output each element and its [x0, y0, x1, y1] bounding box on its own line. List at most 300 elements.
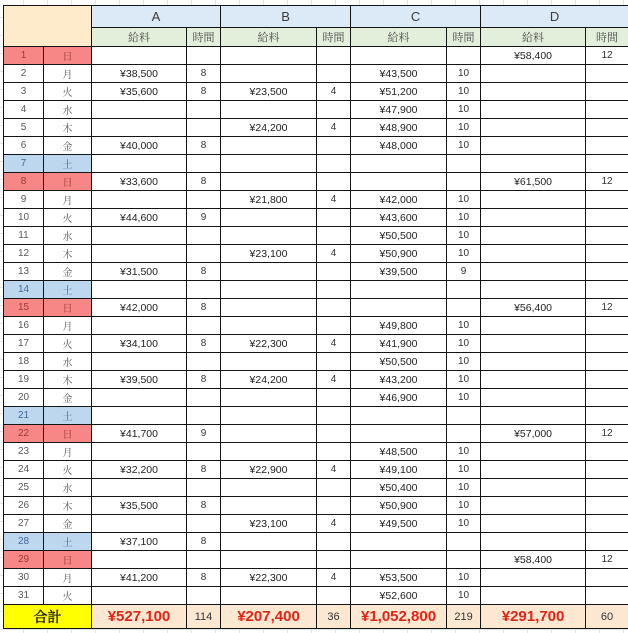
hours-cell-b[interactable]: [317, 209, 351, 227]
salary-cell-c[interactable]: [351, 155, 447, 173]
hours-cell-d[interactable]: [586, 155, 628, 173]
hours-cell-d[interactable]: [586, 479, 628, 497]
salary-cell-b[interactable]: [221, 281, 317, 299]
salary-header-d[interactable]: 給料: [481, 28, 586, 47]
day-cell[interactable]: 12: [4, 245, 44, 263]
salary-cell-b[interactable]: [221, 533, 317, 551]
salary-cell-a[interactable]: [92, 245, 187, 263]
hours-cell-c[interactable]: 10: [447, 479, 481, 497]
salary-cell-b[interactable]: [221, 425, 317, 443]
salary-cell-a[interactable]: ¥40,000: [92, 137, 187, 155]
hours-cell-b[interactable]: [317, 47, 351, 65]
day-cell[interactable]: 11: [4, 227, 44, 245]
hours-cell-a[interactable]: [187, 245, 221, 263]
hours-cell-d[interactable]: [586, 245, 628, 263]
salary-cell-b[interactable]: [221, 353, 317, 371]
hours-cell-b[interactable]: 4: [317, 371, 351, 389]
hours-cell-c[interactable]: 10: [447, 389, 481, 407]
weekday-cell[interactable]: 木: [44, 119, 92, 137]
hours-cell-d[interactable]: [586, 569, 628, 587]
day-cell[interactable]: 30: [4, 569, 44, 587]
hours-cell-a[interactable]: 9: [187, 425, 221, 443]
hours-cell-b[interactable]: [317, 263, 351, 281]
hours-cell-d[interactable]: [586, 389, 628, 407]
salary-cell-a[interactable]: [92, 101, 187, 119]
salary-cell-d[interactable]: [481, 119, 586, 137]
salary-cell-c[interactable]: [351, 425, 447, 443]
salary-cell-c[interactable]: ¥48,900: [351, 119, 447, 137]
weekday-cell[interactable]: 土: [44, 533, 92, 551]
hours-cell-a[interactable]: [187, 551, 221, 569]
salary-cell-d[interactable]: [481, 155, 586, 173]
hours-cell-a[interactable]: 8: [187, 533, 221, 551]
salary-cell-b[interactable]: [221, 263, 317, 281]
hours-cell-c[interactable]: 10: [447, 65, 481, 83]
salary-cell-b[interactable]: [221, 497, 317, 515]
salary-cell-c[interactable]: ¥49,100: [351, 461, 447, 479]
hours-cell-a[interactable]: 8: [187, 83, 221, 101]
hours-cell-c[interactable]: 10: [447, 137, 481, 155]
salary-cell-a[interactable]: [92, 317, 187, 335]
day-cell[interactable]: 14: [4, 281, 44, 299]
hours-cell-d[interactable]: [586, 119, 628, 137]
salary-cell-a[interactable]: ¥35,500: [92, 497, 187, 515]
hours-cell-b[interactable]: 4: [317, 83, 351, 101]
hours-cell-a[interactable]: [187, 47, 221, 65]
salary-cell-d[interactable]: [481, 353, 586, 371]
salary-cell-a[interactable]: [92, 47, 187, 65]
hours-cell-c[interactable]: 10: [447, 335, 481, 353]
hours-cell-a[interactable]: 8: [187, 65, 221, 83]
salary-cell-b[interactable]: ¥22,300: [221, 569, 317, 587]
hours-cell-b[interactable]: [317, 389, 351, 407]
hours-cell-b[interactable]: [317, 353, 351, 371]
salary-cell-c[interactable]: ¥50,900: [351, 245, 447, 263]
total-hours-a[interactable]: 114: [187, 605, 221, 629]
hours-cell-c[interactable]: [447, 425, 481, 443]
total-hours-b[interactable]: 36: [317, 605, 351, 629]
salary-cell-a[interactable]: [92, 389, 187, 407]
salary-cell-d[interactable]: [481, 191, 586, 209]
hours-cell-b[interactable]: [317, 533, 351, 551]
hours-cell-b[interactable]: 4: [317, 191, 351, 209]
hours-cell-a[interactable]: 8: [187, 299, 221, 317]
hours-cell-c[interactable]: 10: [447, 497, 481, 515]
hours-cell-c[interactable]: 10: [447, 101, 481, 119]
hours-cell-d[interactable]: [586, 191, 628, 209]
hours-cell-d[interactable]: [586, 407, 628, 425]
salary-cell-d[interactable]: ¥58,400: [481, 47, 586, 65]
total-hours-c[interactable]: 219: [447, 605, 481, 629]
salary-cell-c[interactable]: [351, 407, 447, 425]
salary-cell-a[interactable]: ¥38,500: [92, 65, 187, 83]
hours-header-b[interactable]: 時間: [317, 28, 351, 47]
hours-cell-d[interactable]: 12: [586, 299, 628, 317]
day-cell[interactable]: 28: [4, 533, 44, 551]
hours-cell-b[interactable]: [317, 101, 351, 119]
day-cell[interactable]: 17: [4, 335, 44, 353]
hours-cell-d[interactable]: [586, 533, 628, 551]
salary-cell-b[interactable]: [221, 443, 317, 461]
day-cell[interactable]: 8: [4, 173, 44, 191]
salary-cell-b[interactable]: [221, 551, 317, 569]
day-cell[interactable]: 22: [4, 425, 44, 443]
weekday-cell[interactable]: 金: [44, 389, 92, 407]
salary-cell-d[interactable]: [481, 245, 586, 263]
salary-cell-d[interactable]: ¥56,400: [481, 299, 586, 317]
group-header-c[interactable]: C: [351, 6, 481, 28]
weekday-cell[interactable]: 金: [44, 137, 92, 155]
salary-cell-c[interactable]: [351, 173, 447, 191]
weekday-cell[interactable]: 火: [44, 83, 92, 101]
weekday-cell[interactable]: 火: [44, 587, 92, 605]
hours-cell-d[interactable]: [586, 263, 628, 281]
hours-cell-c[interactable]: [447, 155, 481, 173]
salary-cell-a[interactable]: [92, 407, 187, 425]
salary-cell-d[interactable]: [481, 515, 586, 533]
day-cell[interactable]: 10: [4, 209, 44, 227]
salary-cell-d[interactable]: [481, 443, 586, 461]
group-header-d[interactable]: D: [481, 6, 628, 28]
hours-cell-d[interactable]: [586, 137, 628, 155]
weekday-cell[interactable]: 土: [44, 407, 92, 425]
salary-cell-a[interactable]: [92, 443, 187, 461]
salary-cell-d[interactable]: [481, 281, 586, 299]
group-header-b[interactable]: B: [221, 6, 351, 28]
hours-cell-c[interactable]: [447, 407, 481, 425]
hours-cell-b[interactable]: 4: [317, 569, 351, 587]
weekday-cell[interactable]: 木: [44, 371, 92, 389]
salary-cell-c[interactable]: ¥50,900: [351, 497, 447, 515]
weekday-cell[interactable]: 日: [44, 425, 92, 443]
hours-cell-d[interactable]: [586, 335, 628, 353]
salary-cell-b[interactable]: [221, 299, 317, 317]
hours-cell-b[interactable]: [317, 281, 351, 299]
hours-cell-a[interactable]: [187, 407, 221, 425]
salary-cell-d[interactable]: ¥57,000: [481, 425, 586, 443]
hours-cell-a[interactable]: 8: [187, 137, 221, 155]
weekday-cell[interactable]: 水: [44, 353, 92, 371]
salary-cell-a[interactable]: [92, 515, 187, 533]
salary-cell-b[interactable]: [221, 173, 317, 191]
weekday-cell[interactable]: 月: [44, 317, 92, 335]
weekday-cell[interactable]: 土: [44, 155, 92, 173]
hours-cell-a[interactable]: [187, 515, 221, 533]
salary-cell-b[interactable]: [221, 155, 317, 173]
salary-cell-d[interactable]: [481, 569, 586, 587]
hours-cell-d[interactable]: [586, 209, 628, 227]
day-cell[interactable]: 2: [4, 65, 44, 83]
total-salary-c[interactable]: ¥1,052,800: [351, 605, 447, 629]
hours-cell-a[interactable]: 8: [187, 173, 221, 191]
weekday-cell[interactable]: 月: [44, 443, 92, 461]
day-cell[interactable]: 3: [4, 83, 44, 101]
hours-cell-c[interactable]: 10: [447, 371, 481, 389]
hours-cell-b[interactable]: [317, 173, 351, 191]
salary-cell-c[interactable]: ¥39,500: [351, 263, 447, 281]
hours-cell-c[interactable]: 10: [447, 317, 481, 335]
hours-cell-c[interactable]: [447, 551, 481, 569]
salary-cell-c[interactable]: ¥43,500: [351, 65, 447, 83]
hours-cell-d[interactable]: [586, 227, 628, 245]
salary-cell-a[interactable]: ¥42,000: [92, 299, 187, 317]
hours-cell-a[interactable]: [187, 389, 221, 407]
hours-cell-c[interactable]: 10: [447, 587, 481, 605]
salary-cell-b[interactable]: [221, 407, 317, 425]
salary-cell-c[interactable]: ¥43,600: [351, 209, 447, 227]
salary-cell-c[interactable]: ¥48,500: [351, 443, 447, 461]
hours-cell-d[interactable]: [586, 101, 628, 119]
salary-cell-a[interactable]: ¥37,100: [92, 533, 187, 551]
hours-cell-c[interactable]: 10: [447, 245, 481, 263]
weekday-cell[interactable]: 火: [44, 209, 92, 227]
salary-cell-b[interactable]: ¥23,500: [221, 83, 317, 101]
salary-cell-c[interactable]: [351, 533, 447, 551]
salary-cell-d[interactable]: [481, 83, 586, 101]
hours-cell-c[interactable]: 10: [447, 353, 481, 371]
hours-cell-b[interactable]: [317, 137, 351, 155]
salary-cell-a[interactable]: [92, 353, 187, 371]
hours-cell-d[interactable]: [586, 353, 628, 371]
hours-cell-a[interactable]: [187, 353, 221, 371]
hours-cell-a[interactable]: [187, 191, 221, 209]
weekday-cell[interactable]: 日: [44, 551, 92, 569]
hours-cell-c[interactable]: [447, 47, 481, 65]
salary-cell-c[interactable]: [351, 281, 447, 299]
salary-cell-c[interactable]: ¥52,600: [351, 587, 447, 605]
hours-cell-d[interactable]: [586, 461, 628, 479]
hours-cell-b[interactable]: [317, 587, 351, 605]
salary-cell-a[interactable]: [92, 281, 187, 299]
hours-cell-d[interactable]: [586, 317, 628, 335]
salary-cell-c[interactable]: ¥50,500: [351, 227, 447, 245]
salary-cell-a[interactable]: [92, 479, 187, 497]
salary-cell-a[interactable]: ¥41,200: [92, 569, 187, 587]
day-cell[interactable]: 5: [4, 119, 44, 137]
salary-cell-c[interactable]: ¥47,900: [351, 101, 447, 119]
salary-cell-d[interactable]: ¥61,500: [481, 173, 586, 191]
hours-cell-a[interactable]: 9: [187, 209, 221, 227]
weekday-cell[interactable]: 水: [44, 101, 92, 119]
hours-cell-c[interactable]: 10: [447, 83, 481, 101]
day-cell[interactable]: 25: [4, 479, 44, 497]
salary-cell-a[interactable]: [92, 587, 187, 605]
hours-header-a[interactable]: 時間: [187, 28, 221, 47]
salary-cell-a[interactable]: [92, 227, 187, 245]
hours-cell-a[interactable]: [187, 155, 221, 173]
salary-cell-d[interactable]: [481, 263, 586, 281]
hours-cell-d[interactable]: 12: [586, 173, 628, 191]
hours-cell-a[interactable]: [187, 587, 221, 605]
hours-cell-d[interactable]: [586, 83, 628, 101]
salary-cell-b[interactable]: ¥21,800: [221, 191, 317, 209]
hours-cell-b[interactable]: [317, 443, 351, 461]
salary-cell-b[interactable]: ¥22,900: [221, 461, 317, 479]
day-cell[interactable]: 1: [4, 47, 44, 65]
hours-cell-c[interactable]: 10: [447, 569, 481, 587]
salary-cell-c[interactable]: [351, 299, 447, 317]
hours-cell-b[interactable]: [317, 227, 351, 245]
day-cell[interactable]: 19: [4, 371, 44, 389]
hours-cell-c[interactable]: 10: [447, 191, 481, 209]
hours-cell-d[interactable]: [586, 497, 628, 515]
hours-cell-c[interactable]: 10: [447, 119, 481, 137]
hours-cell-b[interactable]: 4: [317, 119, 351, 137]
weekday-cell[interactable]: 月: [44, 65, 92, 83]
salary-cell-d[interactable]: [481, 227, 586, 245]
salary-cell-b[interactable]: [221, 587, 317, 605]
salary-cell-c[interactable]: ¥49,500: [351, 515, 447, 533]
weekday-cell[interactable]: 火: [44, 461, 92, 479]
salary-header-b[interactable]: 給料: [221, 28, 317, 47]
day-cell[interactable]: 18: [4, 353, 44, 371]
total-label-cell[interactable]: 合計: [4, 605, 92, 629]
hours-header-d[interactable]: 時間: [586, 28, 628, 47]
salary-cell-d[interactable]: [481, 101, 586, 119]
total-hours-d[interactable]: 60: [586, 605, 628, 629]
weekday-cell[interactable]: 金: [44, 515, 92, 533]
day-cell[interactable]: 21: [4, 407, 44, 425]
salary-cell-b[interactable]: ¥24,200: [221, 371, 317, 389]
salary-cell-a[interactable]: [92, 551, 187, 569]
total-salary-b[interactable]: ¥207,400: [221, 605, 317, 629]
day-cell[interactable]: 6: [4, 137, 44, 155]
hours-cell-c[interactable]: [447, 281, 481, 299]
hours-cell-a[interactable]: 8: [187, 371, 221, 389]
salary-cell-b[interactable]: [221, 389, 317, 407]
weekday-cell[interactable]: 金: [44, 263, 92, 281]
hours-cell-b[interactable]: 4: [317, 245, 351, 263]
salary-cell-d[interactable]: [481, 497, 586, 515]
day-cell[interactable]: 31: [4, 587, 44, 605]
hours-cell-b[interactable]: [317, 65, 351, 83]
hours-cell-b[interactable]: 4: [317, 335, 351, 353]
salary-cell-b[interactable]: [221, 209, 317, 227]
weekday-cell[interactable]: 水: [44, 227, 92, 245]
salary-header-c[interactable]: 給料: [351, 28, 447, 47]
hours-cell-b[interactable]: [317, 407, 351, 425]
hours-cell-b[interactable]: [317, 299, 351, 317]
hours-cell-a[interactable]: [187, 227, 221, 245]
salary-cell-b[interactable]: ¥23,100: [221, 245, 317, 263]
hours-cell-d[interactable]: [586, 65, 628, 83]
salary-cell-d[interactable]: [481, 461, 586, 479]
hours-cell-b[interactable]: [317, 155, 351, 173]
day-cell[interactable]: 24: [4, 461, 44, 479]
salary-cell-b[interactable]: [221, 101, 317, 119]
salary-cell-b[interactable]: ¥24,200: [221, 119, 317, 137]
salary-cell-c[interactable]: ¥48,000: [351, 137, 447, 155]
day-cell[interactable]: 20: [4, 389, 44, 407]
hours-cell-c[interactable]: [447, 533, 481, 551]
weekday-cell[interactable]: 日: [44, 47, 92, 65]
salary-cell-d[interactable]: [481, 65, 586, 83]
hours-cell-d[interactable]: [586, 281, 628, 299]
hours-cell-d[interactable]: 12: [586, 47, 628, 65]
weekday-cell[interactable]: 土: [44, 281, 92, 299]
total-salary-a[interactable]: ¥527,100: [92, 605, 187, 629]
salary-cell-d[interactable]: [481, 479, 586, 497]
salary-cell-a[interactable]: ¥33,600: [92, 173, 187, 191]
salary-cell-b[interactable]: [221, 317, 317, 335]
salary-cell-b[interactable]: ¥22,300: [221, 335, 317, 353]
day-cell[interactable]: 13: [4, 263, 44, 281]
weekday-cell[interactable]: 木: [44, 497, 92, 515]
salary-cell-a[interactable]: ¥41,700: [92, 425, 187, 443]
hours-cell-a[interactable]: [187, 479, 221, 497]
hours-cell-c[interactable]: 10: [447, 443, 481, 461]
salary-cell-c[interactable]: ¥50,500: [351, 353, 447, 371]
salary-cell-c[interactable]: ¥43,200: [351, 371, 447, 389]
weekday-cell[interactable]: 月: [44, 569, 92, 587]
hours-cell-c[interactable]: [447, 173, 481, 191]
salary-cell-a[interactable]: [92, 191, 187, 209]
salary-cell-c[interactable]: ¥49,800: [351, 317, 447, 335]
hours-cell-b[interactable]: [317, 479, 351, 497]
hours-cell-b[interactable]: [317, 425, 351, 443]
salary-cell-d[interactable]: [481, 137, 586, 155]
salary-cell-d[interactable]: [481, 389, 586, 407]
salary-cell-c[interactable]: ¥50,400: [351, 479, 447, 497]
hours-cell-c[interactable]: 9: [447, 263, 481, 281]
hours-cell-a[interactable]: [187, 101, 221, 119]
group-header-a[interactable]: A: [92, 6, 221, 28]
weekday-cell[interactable]: 日: [44, 299, 92, 317]
salary-cell-b[interactable]: [221, 65, 317, 83]
salary-cell-d[interactable]: [481, 371, 586, 389]
weekday-cell[interactable]: 日: [44, 173, 92, 191]
hours-cell-b[interactable]: [317, 317, 351, 335]
hours-cell-d[interactable]: [586, 371, 628, 389]
hours-cell-a[interactable]: [187, 119, 221, 137]
salary-cell-d[interactable]: [481, 209, 586, 227]
corner-cell[interactable]: [4, 6, 92, 47]
hours-cell-c[interactable]: 10: [447, 515, 481, 533]
salary-cell-a[interactable]: [92, 155, 187, 173]
salary-cell-c[interactable]: ¥51,200: [351, 83, 447, 101]
salary-cell-d[interactable]: [481, 335, 586, 353]
day-cell[interactable]: 27: [4, 515, 44, 533]
salary-cell-d[interactable]: ¥58,400: [481, 551, 586, 569]
salary-header-a[interactable]: 給料: [92, 28, 187, 47]
salary-cell-d[interactable]: [481, 587, 586, 605]
salary-cell-a[interactable]: ¥34,100: [92, 335, 187, 353]
total-salary-d[interactable]: ¥291,700: [481, 605, 586, 629]
salary-cell-d[interactable]: [481, 317, 586, 335]
hours-cell-d[interactable]: 12: [586, 425, 628, 443]
salary-cell-b[interactable]: [221, 227, 317, 245]
hours-cell-b[interactable]: [317, 551, 351, 569]
hours-cell-a[interactable]: [187, 317, 221, 335]
day-cell[interactable]: 29: [4, 551, 44, 569]
hours-cell-d[interactable]: 12: [586, 551, 628, 569]
hours-cell-a[interactable]: 8: [187, 497, 221, 515]
hours-cell-b[interactable]: 4: [317, 515, 351, 533]
salary-cell-b[interactable]: [221, 137, 317, 155]
salary-cell-a[interactable]: ¥32,200: [92, 461, 187, 479]
salary-cell-d[interactable]: [481, 407, 586, 425]
salary-cell-c[interactable]: ¥46,900: [351, 389, 447, 407]
salary-cell-b[interactable]: [221, 479, 317, 497]
weekday-cell[interactable]: 木: [44, 245, 92, 263]
weekday-cell[interactable]: 火: [44, 335, 92, 353]
weekday-cell[interactable]: 水: [44, 479, 92, 497]
hours-cell-a[interactable]: [187, 281, 221, 299]
weekday-cell[interactable]: 月: [44, 191, 92, 209]
day-cell[interactable]: 15: [4, 299, 44, 317]
salary-cell-c[interactable]: ¥41,900: [351, 335, 447, 353]
day-cell[interactable]: 7: [4, 155, 44, 173]
